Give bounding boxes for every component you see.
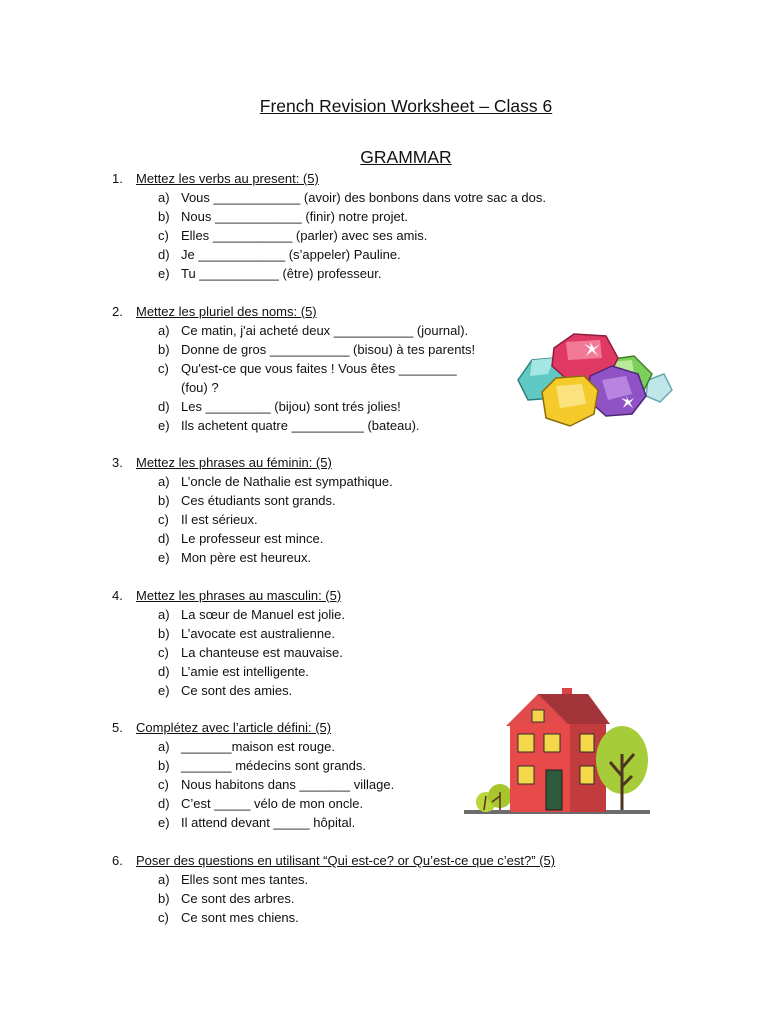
list-item bbox=[112, 264, 672, 283]
item-letter: a) bbox=[158, 607, 170, 622]
list-item bbox=[112, 245, 672, 264]
list-item bbox=[112, 510, 672, 529]
item-text: La sœur de Manuel est jolie. bbox=[181, 607, 346, 622]
question-number: 5. bbox=[112, 720, 123, 735]
list-item bbox=[112, 605, 672, 624]
item-letter: d) bbox=[158, 399, 170, 414]
item-letter: b) bbox=[158, 209, 170, 224]
question-4 bbox=[112, 586, 672, 700]
item-letter: a) bbox=[158, 739, 170, 754]
item-text: Donne de gros ___________ (bisou) à tes parents! bbox=[181, 342, 476, 357]
list-item bbox=[112, 226, 672, 245]
question-3 bbox=[112, 453, 672, 567]
item-letter: c) bbox=[158, 645, 169, 660]
house-icon bbox=[462, 684, 652, 820]
item-letter: d) bbox=[158, 664, 170, 679]
section-heading: GRAMMAR bbox=[360, 147, 452, 167]
item-text: Tu ___________ (être) professeur. bbox=[181, 266, 382, 281]
item-text: Nous habitons dans _______ village. bbox=[181, 777, 395, 792]
question-prompt: Mettez les pluriel des noms: (5) bbox=[136, 304, 317, 319]
item-letter: e) bbox=[158, 266, 170, 281]
item-letter: e) bbox=[158, 418, 170, 433]
item-text: Ce matin, j'ai acheté deux ___________ (journal). bbox=[181, 323, 469, 338]
list-item bbox=[112, 643, 672, 662]
question-number: 1. bbox=[112, 171, 123, 186]
item-text: L’oncle de Nathalie est sympathique. bbox=[181, 474, 393, 489]
item-letter: e) bbox=[158, 815, 170, 830]
question-prompt: Mettez les phrases au masculin: (5) bbox=[136, 588, 342, 603]
item-text: _______maison est rouge. bbox=[181, 739, 335, 754]
item-text: L’avocate est australienne. bbox=[181, 626, 335, 641]
item-text: Mon père est heureux. bbox=[181, 550, 312, 565]
item-text: Ce sont des arbres. bbox=[181, 891, 295, 906]
list-item bbox=[112, 529, 672, 548]
item-letter: b) bbox=[158, 626, 170, 641]
question-number: 6. bbox=[112, 853, 123, 868]
question-1 bbox=[112, 169, 672, 283]
item-text: C’est _____ vélo de mon oncle. bbox=[181, 796, 364, 811]
question-prompt: Mettez les verbs au present: (5) bbox=[136, 171, 319, 186]
question-number: 3. bbox=[112, 455, 123, 470]
item-text: Elles ___________ (parler) avec ses amis. bbox=[181, 228, 428, 243]
list-item bbox=[112, 472, 672, 491]
question-prompt: Mettez les phrases au féminin: (5) bbox=[136, 455, 332, 470]
question-6 bbox=[112, 851, 672, 927]
item-letter: c) bbox=[158, 512, 169, 527]
item-text: Il attend devant _____ hôpital. bbox=[181, 815, 356, 830]
item-letter: a) bbox=[158, 872, 170, 887]
item-text: Ce sont mes chiens. bbox=[181, 910, 299, 925]
item-letter: a) bbox=[158, 323, 170, 338]
item-text: Il est sérieux. bbox=[181, 512, 258, 527]
item-letter: b) bbox=[158, 342, 170, 357]
item-letter: a) bbox=[158, 474, 170, 489]
item-letter: c) bbox=[158, 777, 169, 792]
item-text: Nous ____________ (finir) notre projet. bbox=[181, 209, 408, 224]
item-text: Qu'est-ce que vous faites ! Vous êtes ________ (fou) ? bbox=[181, 361, 461, 395]
page-title: French Revision Worksheet – Class 6 bbox=[259, 96, 553, 116]
question-prompt: Poser des questions en utilisant “Qui est-ce? or Qu’est-ce que c’est?” (5) bbox=[136, 853, 556, 868]
list-item bbox=[112, 889, 672, 908]
list-item bbox=[112, 624, 672, 643]
list-item bbox=[112, 908, 672, 927]
item-text: Je ____________ (s’appeler) Pauline. bbox=[181, 247, 401, 262]
list-item bbox=[112, 188, 672, 207]
item-letter: a) bbox=[158, 190, 170, 205]
item-letter: b) bbox=[158, 493, 170, 508]
item-text: _______ médecins sont grands. bbox=[181, 758, 367, 773]
item-letter: d) bbox=[158, 247, 170, 262]
item-text: Ces étudiants sont grands. bbox=[181, 493, 336, 508]
item-text: Les _________ (bijou) sont trés jolies! bbox=[181, 399, 401, 414]
list-item bbox=[112, 662, 672, 681]
question-number: 2. bbox=[112, 304, 123, 319]
list-item bbox=[112, 548, 672, 567]
item-letter: c) bbox=[158, 361, 169, 376]
item-letter: e) bbox=[158, 683, 170, 698]
item-letter: e) bbox=[158, 550, 170, 565]
item-letter: d) bbox=[158, 531, 170, 546]
list-item bbox=[112, 870, 672, 889]
item-letter: b) bbox=[158, 891, 170, 906]
question-number: 4. bbox=[112, 588, 123, 603]
item-text: Ce sont des amies. bbox=[181, 683, 293, 698]
item-text: La chanteuse est mauvaise. bbox=[181, 645, 343, 660]
item-text: L’amie est intelligente. bbox=[181, 664, 309, 679]
list-item bbox=[112, 491, 672, 510]
gems-icon bbox=[514, 330, 674, 430]
item-letter: c) bbox=[158, 910, 169, 925]
item-letter: c) bbox=[158, 228, 169, 243]
item-text: Vous ____________ (avoir) des bonbons dans votre sac a dos. bbox=[181, 190, 546, 205]
item-text: Le professeur est mince. bbox=[181, 531, 324, 546]
item-text: Ils achetent quatre __________ (bateau). bbox=[181, 418, 420, 433]
item-letter: d) bbox=[158, 796, 170, 811]
item-text: Elles sont mes tantes. bbox=[181, 872, 309, 887]
item-letter: b) bbox=[158, 758, 170, 773]
list-item bbox=[112, 207, 672, 226]
question-prompt: Complétez avec l’article défini: (5) bbox=[136, 720, 332, 735]
